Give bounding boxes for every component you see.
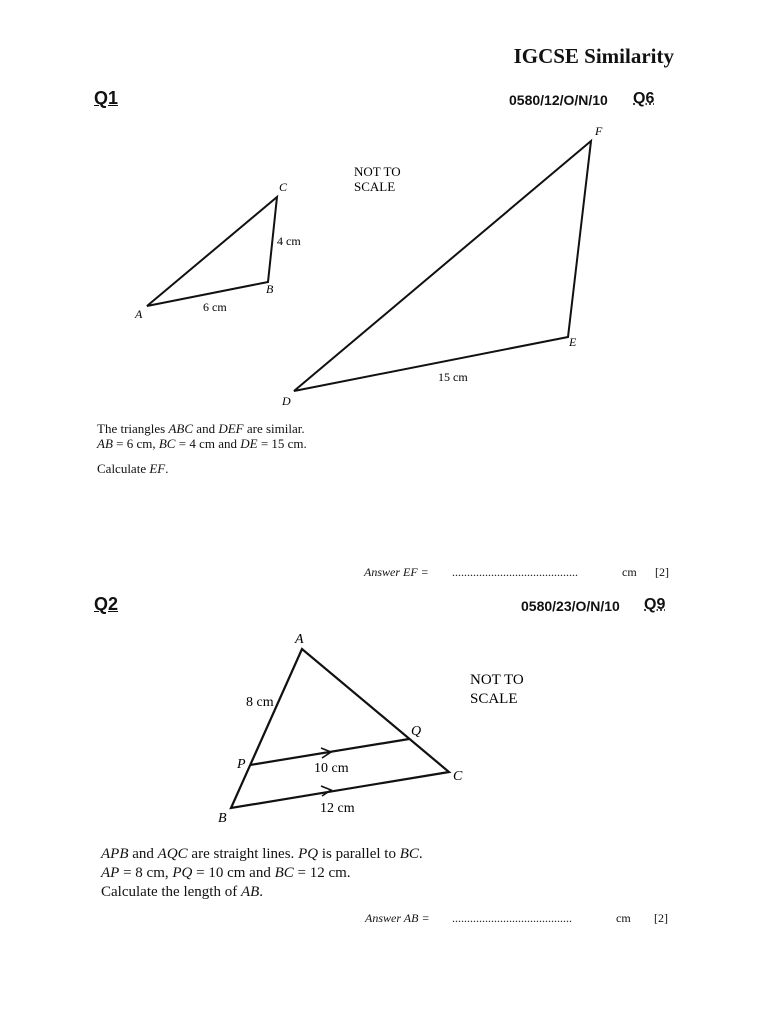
question-reference-q2: Q9 — [644, 596, 666, 613]
q2-text-line1: APB and AQC are straight lines. PQ is parallel to BC. — [101, 846, 423, 862]
q1-diagram — [0, 0, 768, 420]
label-q-q2: Q — [411, 724, 422, 739]
q2-diagram — [0, 620, 768, 840]
question-number-q2: Q2 — [94, 594, 119, 614]
label-b: B — [266, 282, 274, 296]
label-b-q2: B — [218, 811, 227, 826]
label-c-q2: C — [453, 769, 463, 784]
label-bc-q2: 12 cm — [320, 801, 355, 816]
not-to-scale-line1: NOT TO — [354, 164, 401, 179]
label-pq: 10 cm — [314, 761, 349, 776]
label-bc: 4 cm — [277, 234, 301, 248]
label-ab: 6 cm — [203, 300, 227, 314]
label-c: C — [279, 180, 288, 194]
not-to-scale-q2-line1: NOT TO — [470, 672, 524, 688]
q2-answer-marks: [2] — [654, 911, 668, 925]
paper-reference-q2: 0580/23/O/N/10 — [521, 598, 620, 614]
parallel-arrow-bc — [321, 786, 331, 796]
q1-text-line3: Calculate EF. — [97, 461, 169, 476]
page-title: IGCSE Similarity — [513, 44, 674, 68]
q2-text-line2: AP = 8 cm, PQ = 10 cm and BC = 12 cm. — [101, 865, 351, 881]
label-p-q2: P — [237, 757, 246, 772]
label-e: E — [569, 335, 577, 349]
q1-text-line2: AB = 6 cm, BC = 4 cm and DE = 15 cm. — [97, 436, 307, 451]
triangle-abc — [147, 197, 277, 306]
label-a: A — [135, 307, 143, 321]
triangle-def — [294, 141, 591, 391]
paper-reference-q1: 0580/12/O/N/10 — [509, 92, 608, 108]
q1-question-text — [97, 421, 307, 476]
label-de: 15 cm — [438, 370, 468, 384]
q2-text-line3: Calculate the length of AB. — [101, 884, 264, 900]
label-f: F — [595, 124, 603, 138]
q1-text-line1: The triangles ABC and DEF are similar. — [97, 421, 305, 436]
label-a-q2: A — [295, 632, 304, 647]
q1-answer-field[interactable]: .......................................... — [452, 565, 578, 579]
q2-answer-label: Answer AB = — [365, 911, 430, 925]
question-number-q1: Q1 — [94, 88, 119, 108]
q2-answer-unit: cm — [616, 911, 631, 925]
q1-answer-marks: [2] — [655, 565, 669, 579]
not-to-scale-q2-line2: SCALE — [470, 691, 518, 707]
label-ap: 8 cm — [246, 695, 274, 710]
not-to-scale-line2: SCALE — [354, 179, 396, 194]
q1-answer-line — [364, 565, 429, 580]
q2-answer-field[interactable]: ........................................ — [452, 911, 572, 925]
q2-answer-line — [365, 911, 430, 926]
label-d: D — [282, 394, 291, 408]
q2-question-text — [101, 845, 423, 902]
q1-answer-label: Answer EF = — [364, 565, 429, 579]
q1-answer-unit: cm — [622, 565, 637, 579]
question-reference-q1: Q6 — [633, 90, 655, 107]
